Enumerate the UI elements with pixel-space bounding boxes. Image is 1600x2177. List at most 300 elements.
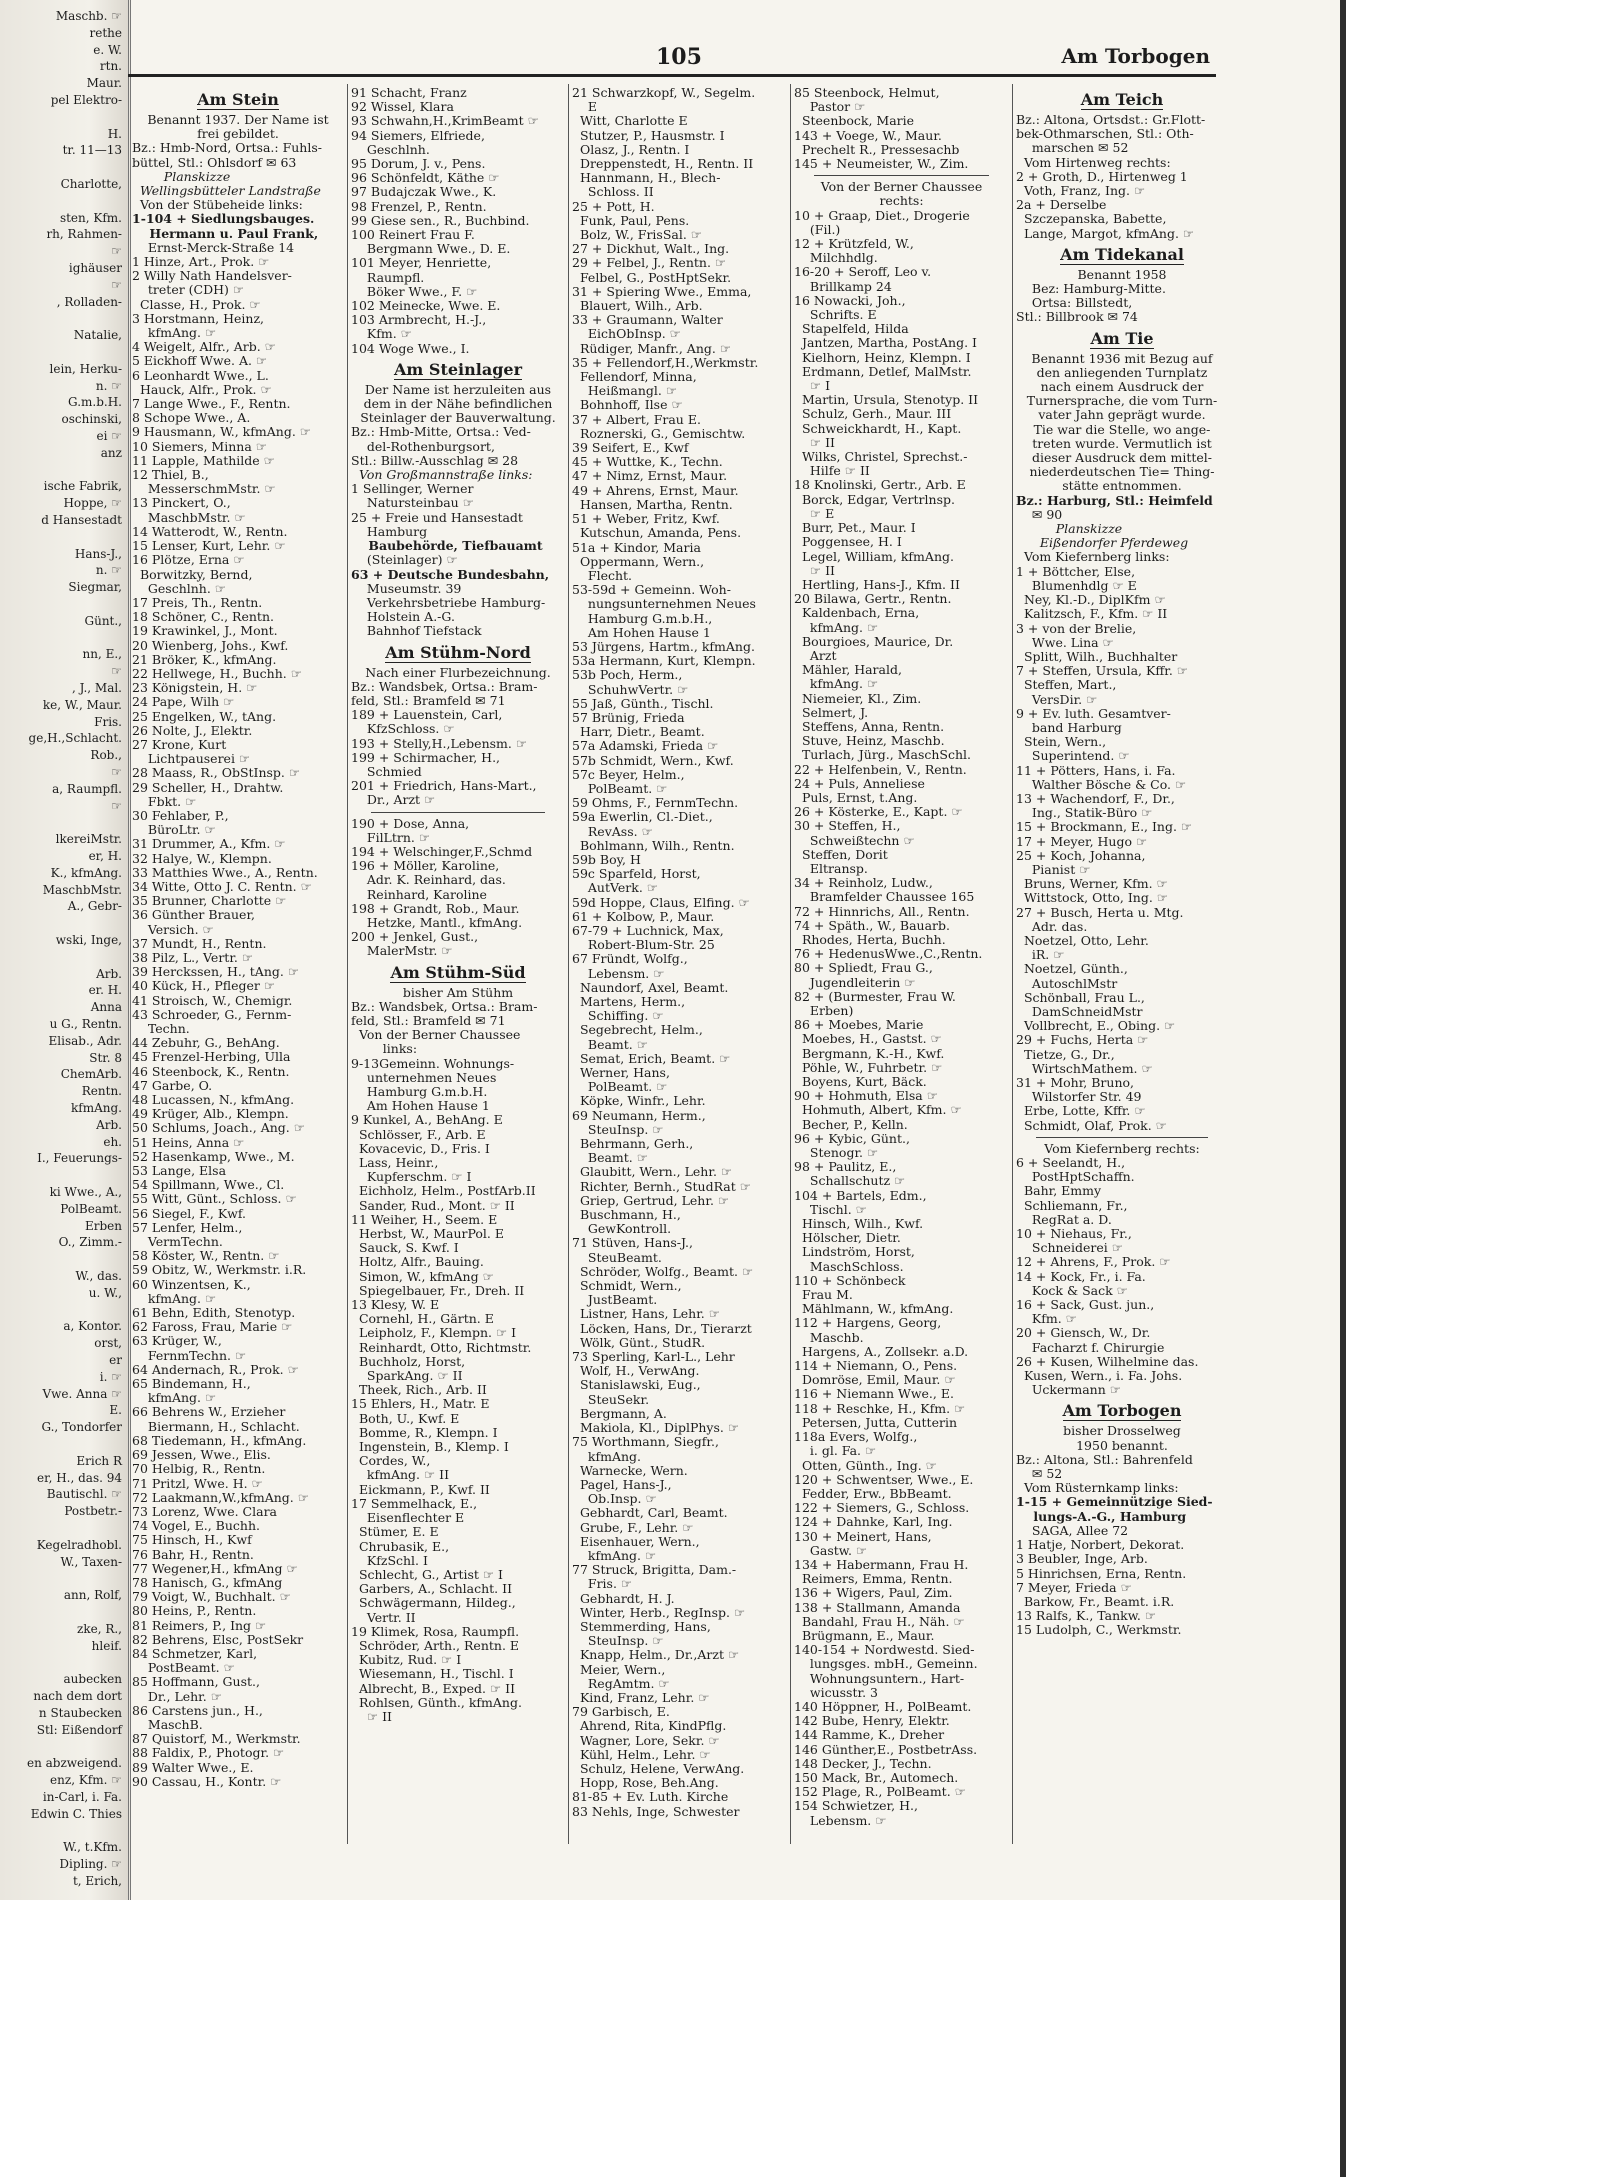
directory-entry: 9-13Gemeinn. Wohnungs- bbox=[351, 1055, 515, 1071]
margin-text-line: Str. 8 bbox=[89, 1050, 122, 1065]
directory-entry: Barkow, Fr., Beamt. i.R. bbox=[1016, 1593, 1175, 1609]
directory-column-4 bbox=[794, 86, 1009, 1828]
directory-entry: RevAss. ☞ bbox=[572, 823, 653, 839]
directory-entry: Bz.: Hmb-Mitte, Ortsa.: Ved- bbox=[351, 424, 531, 440]
directory-entry: Baubehörde, Tiefbauamt bbox=[351, 538, 543, 554]
directory-entry: Schmidt, Olaf, Prok. ☞ bbox=[1016, 1117, 1167, 1133]
margin-text-line: in-Carl, i. Fa. bbox=[42, 1789, 122, 1804]
street-title-text: Am Torbogen bbox=[1062, 1401, 1182, 1421]
directory-entry: 196 + Möller, Karoline, bbox=[351, 858, 500, 874]
directory-entry: Schliemann, Fr., bbox=[1016, 1197, 1128, 1213]
column-divider bbox=[790, 84, 791, 1844]
directory-entry: 54 Spillmann, Wwe., Cl. bbox=[132, 1177, 285, 1193]
directory-entry: Versich. ☞ bbox=[132, 921, 214, 937]
directory-entry: Natursteinbau ☞ bbox=[351, 495, 474, 511]
directory-entry: Schneiderei ☞ bbox=[1016, 1240, 1123, 1256]
directory-entry: Classe, H., Prok. ☞ bbox=[132, 296, 261, 312]
directory-entry: Beamt. ☞ bbox=[572, 1036, 648, 1052]
directory-entry: 152 Plage, R., PolBeamt. ☞ bbox=[794, 1784, 966, 1800]
margin-text-line: E. bbox=[109, 1403, 122, 1418]
directory-column-1 bbox=[132, 86, 344, 1789]
directory-entry: 75 Hinsch, H., Kwf bbox=[132, 1532, 252, 1548]
directory-entry: 1 Hatje, Norbert, Dekorat. bbox=[1016, 1537, 1185, 1553]
directory-entry: Köpke, Winfr., Lehr. bbox=[572, 1093, 706, 1109]
directory-entry: marschen ✉ 52 bbox=[1016, 140, 1129, 156]
directory-entry: PostHptSchaffn. bbox=[1016, 1169, 1135, 1185]
directory-entry: Noetzel, Günth., bbox=[1016, 961, 1128, 977]
margin-text-line: K., kfmAng. bbox=[50, 865, 122, 880]
directory-entry: 63 + Deutsche Bundesbahn, bbox=[351, 566, 550, 582]
street-title-text: Am Tidekanal bbox=[1060, 244, 1184, 264]
margin-text-line: wski, Inge, bbox=[55, 933, 122, 947]
margin-text-line: i. ☞ bbox=[99, 1369, 122, 1384]
directory-entry: Brügmann, E., Maur. bbox=[794, 1627, 935, 1643]
directory-entry: RegAmtm. ☞ bbox=[572, 1675, 670, 1691]
directory-entry: 140-154 + Nordwestd. Sied- bbox=[794, 1642, 975, 1658]
directory-entry: 16 Nowacki, Joh., bbox=[794, 292, 906, 308]
directory-entry: 29 + Felbel, J., Rentn. ☞ bbox=[572, 255, 727, 271]
directory-entry: 86 + Moebes, Marie bbox=[794, 1017, 924, 1033]
directory-entry: Stl.: Billbrook ✉ 74 bbox=[1016, 309, 1138, 325]
street-title-text: Am Stühm-Süd bbox=[390, 962, 526, 982]
margin-text-line: ighäuser bbox=[68, 261, 122, 275]
margin-text-line: Elisab., Adr. bbox=[48, 1033, 122, 1048]
directory-entry: Petersen, Jutta, Cutterin bbox=[794, 1414, 957, 1430]
directory-entry: 49 + Ahrens, Ernst, Maur. bbox=[572, 482, 739, 498]
directory-entry: MalerMstr. ☞ bbox=[351, 943, 453, 959]
directory-entry: 15 + Brockmann, E., Ing. ☞ bbox=[1016, 819, 1193, 835]
street-note: 1950 benannt. bbox=[1076, 1437, 1168, 1453]
street-title-text: Am Steinlager bbox=[394, 359, 522, 379]
street-title-text: Am Tie bbox=[1090, 328, 1154, 348]
directory-entry: Holstein A.-G. bbox=[351, 609, 455, 625]
directory-entry: 25 + Koch, Johanna, bbox=[1016, 847, 1146, 863]
directory-entry: 74 Vogel, E., Buchh. bbox=[132, 1518, 260, 1534]
directory-entry: Rüdiger, Manfr., Ang. ☞ bbox=[572, 340, 732, 356]
directory-entry: 20 Bilawa, Gertr., Rentn. bbox=[794, 591, 952, 607]
directory-entry: Am Hohen Hause 1 bbox=[351, 1098, 490, 1114]
margin-text-line: Natalie, bbox=[73, 328, 122, 343]
directory-entry: Legel, William, kfmAng. bbox=[794, 548, 954, 564]
directory-entry: Ernst-Merck-Straße 14 bbox=[132, 239, 295, 255]
directory-entry: Makiola, Kl., DiplPhys. ☞ bbox=[572, 1420, 740, 1436]
directory-entry: Mähler, Harald, bbox=[794, 662, 902, 678]
street-note: Benannt 1936 mit Bezug auf bbox=[1031, 350, 1213, 366]
directory-entry: Wittstock, Otto, Ing. ☞ bbox=[1016, 890, 1169, 906]
directory-entry: 45 + Wuttke, K., Techn. bbox=[572, 454, 723, 470]
directory-entry: Tietze, G., Dr., bbox=[1016, 1046, 1115, 1062]
directory-entry: 93 Schwahn,H.,KrimBeamt ☞ bbox=[351, 113, 539, 129]
directory-entry: Hargens, A., Zollsekr. a.D. bbox=[794, 1343, 969, 1359]
margin-text-line: n. ☞ bbox=[95, 378, 122, 393]
directory-entry: Planskizze bbox=[132, 168, 231, 184]
directory-entry: ☞ II bbox=[351, 1708, 392, 1724]
directory-entry: 25 + Pott, H. bbox=[572, 198, 655, 214]
margin-text-line: I., Feuerungs- bbox=[37, 1151, 122, 1166]
street-title bbox=[1016, 89, 1228, 111]
directory-entry: Planskizze bbox=[1016, 521, 1123, 537]
directory-entry: Eisenflechter E bbox=[351, 1510, 465, 1526]
directory-entry: Hauck, Alfr., Prok. ☞ bbox=[132, 381, 272, 397]
directory-entry: JustBeamt. bbox=[572, 1292, 658, 1308]
directory-entry: 15 Ludolph, C., Werkmstr. bbox=[1016, 1622, 1182, 1638]
directory-entry: Pöhle, W., Fuhrbetr. ☞ bbox=[794, 1059, 943, 1075]
directory-entry: ☞ II bbox=[794, 562, 835, 578]
directory-entry: Steffen, Mart., bbox=[1016, 677, 1117, 693]
directory-entry: 83 Nehls, Inge, Schwester bbox=[572, 1803, 740, 1819]
margin-text-line: Bautischl. ☞ bbox=[46, 1487, 122, 1502]
directory-entry: Stuve, Heinz, Maschb. bbox=[794, 733, 945, 749]
directory-entry: Steffen, Dorit bbox=[794, 846, 888, 862]
directory-entry: Schwägermann, Hildeg., bbox=[351, 1595, 516, 1611]
directory-entry: Bez: Hamburg-Mitte. bbox=[1016, 281, 1166, 297]
directory-entry: 31 + Spiering Wwe., Emma, bbox=[572, 283, 752, 299]
directory-entry: Kutschun, Amanda, Pens. bbox=[572, 525, 742, 541]
directory-entry: 81 Reimers, P., Ing ☞ bbox=[132, 1617, 267, 1633]
directory-entry: Eißendorfer Pferdeweg bbox=[1016, 535, 1189, 551]
directory-entry: i. gl. Fa. ☞ bbox=[794, 1443, 877, 1459]
directory-entry: 68 Tiedemann, H., kfmAng. bbox=[132, 1432, 307, 1448]
directory-entry: kfmAng. ☞ bbox=[132, 325, 217, 341]
margin-text-line: Hoppe, ☞ bbox=[63, 496, 122, 511]
directory-entry: Maschb. bbox=[794, 1329, 864, 1345]
directory-entry: Wilks, Christel, Sprechst.- bbox=[794, 449, 968, 465]
margin-text-line: Fris. bbox=[94, 714, 122, 729]
directory-entry: Ahrend, Rita, KindPflg. bbox=[572, 1718, 727, 1734]
directory-entry: PolBeamt. ☞ bbox=[572, 780, 668, 796]
directory-entry: Hermann u. Paul Frank, bbox=[132, 225, 319, 241]
directory-entry: Harr, Dietr., Beamt. bbox=[572, 724, 705, 740]
directory-entry: feld, Stl.: Bramfeld ✉ 71 bbox=[351, 692, 506, 708]
directory-entry: 130 + Meinert, Hans, bbox=[794, 1528, 932, 1544]
section-rule bbox=[1036, 1137, 1208, 1138]
directory-entry: links: bbox=[351, 1041, 418, 1057]
directory-entry: 65 Bindemann, H., bbox=[132, 1376, 251, 1392]
street-note: rechts: bbox=[879, 193, 924, 209]
directory-entry: Martin, Ursula, Stenotyp. II bbox=[794, 392, 979, 408]
directory-entry: Techn. bbox=[132, 1021, 190, 1036]
directory-entry: 148 Decker, J., Techn. bbox=[794, 1755, 932, 1771]
directory-entry: 58 Köster, W., Rentn. ☞ bbox=[132, 1248, 280, 1264]
directory-entry: MaschSchloss. bbox=[794, 1258, 904, 1274]
directory-column-2 bbox=[351, 86, 565, 1724]
directory-entry: 26 + Kusen, Wilhelmine das. bbox=[1016, 1353, 1199, 1369]
directory-entry: Ney, Kl.-D., DiplKfm ☞ bbox=[1016, 592, 1166, 608]
directory-entry: Stanislawski, Eug., bbox=[572, 1377, 701, 1393]
directory-entry: 92 Wissel, Klara bbox=[351, 99, 454, 115]
directory-entry: 7 + Steffen, Ursula, Kffr. ☞ bbox=[1016, 663, 1188, 679]
directory-entry: MesserschmMstr. ☞ bbox=[132, 481, 276, 497]
directory-entry: Fris. ☞ bbox=[572, 1576, 633, 1592]
directory-entry: Bohlmann, Wilh., Rentn. bbox=[572, 837, 735, 853]
directory-entry: Ob.Insp. ☞ bbox=[572, 1491, 657, 1507]
directory-entry: Schmied bbox=[351, 763, 422, 779]
directory-entry: Bramfelder Chaussee 165 bbox=[794, 889, 975, 905]
directory-entry: 154 Schwietzer, H., bbox=[794, 1798, 918, 1814]
directory-entry: iR. ☞ bbox=[1016, 947, 1065, 963]
directory-entry: Schrifts. E bbox=[794, 307, 877, 323]
margin-text-line: lkereiMstr. bbox=[55, 832, 122, 847]
directory-entry: Kupferschm. ☞ I bbox=[351, 1169, 472, 1185]
directory-entry: 193 + Stelly,H.,Lebensm. ☞ bbox=[351, 735, 528, 751]
street-section bbox=[351, 359, 565, 639]
directory-entry: Heißmangl. ☞ bbox=[572, 383, 678, 399]
directory-entry: 95 Dorum, J. v., Pens. bbox=[351, 156, 486, 172]
margin-text-line: Erben bbox=[84, 1218, 122, 1233]
margin-text-line: ge,H.,Schlacht. bbox=[28, 731, 122, 746]
directory-entry: Hopp, Rose, Beh.Ang. bbox=[572, 1775, 719, 1791]
directory-entry: 7 Meyer, Frieda ☞ bbox=[1016, 1579, 1132, 1595]
street-note: Steinlager der Bauverwaltung. bbox=[360, 410, 556, 426]
directory-entry: 120 + Schwentser, Wwe., E. bbox=[794, 1471, 974, 1487]
margin-text-line: a, Raumpfl. bbox=[52, 781, 122, 796]
directory-entry: 21 Schwarzkopf, W., Segelm. bbox=[572, 85, 756, 100]
directory-entry: FernmTechn. ☞ bbox=[132, 1347, 247, 1363]
directory-entry: 23 Königstein, H. ☞ bbox=[132, 680, 258, 696]
directory-entry: 198 + Grandt, Rob., Maur. bbox=[351, 900, 520, 916]
directory-entry: Splitt, Wilh., Buchhalter bbox=[1016, 648, 1178, 664]
directory-entry: MaschB. bbox=[132, 1716, 203, 1732]
directory-entry: Pianist ☞ bbox=[1016, 861, 1091, 877]
directory-entry: Stemmerding, Hans, bbox=[572, 1618, 711, 1634]
directory-entry: ☞ E bbox=[794, 505, 835, 521]
margin-text-line: , Rolladen- bbox=[56, 294, 122, 309]
directory-entry: 138 + Stallmann, Amanda bbox=[794, 1599, 961, 1615]
directory-entry: 33 + Graumann, Walter bbox=[572, 312, 723, 328]
directory-entry: 1 + Böttcher, Else, bbox=[1016, 563, 1136, 579]
directory-entry: 104 + Bartels, Edm., bbox=[794, 1187, 927, 1203]
directory-entry: 27 Krone, Kurt bbox=[132, 736, 227, 752]
margin-text-line: pel Elektro- bbox=[50, 93, 122, 107]
directory-entry: 13 + Wachendorf, F., Dr., bbox=[1016, 790, 1175, 806]
directory-entry: Buschmann, H., bbox=[572, 1207, 681, 1223]
directory-entry: 22 + Helfenbein, V., Rentn. bbox=[794, 761, 967, 777]
street-note: Tie war die Stelle, wo ange- bbox=[1033, 421, 1211, 437]
directory-entry: 94 Siemers, Elfriede, bbox=[351, 127, 485, 143]
directory-entry: 41 Stroisch, W., Chemigr. bbox=[132, 992, 293, 1008]
directory-entry: 142 Bube, Henry, Elektr. bbox=[794, 1713, 950, 1729]
directory-entry: Uckermann ☞ bbox=[1016, 1382, 1121, 1398]
directory-entry: Hamburg G.m.b.H. bbox=[351, 1084, 488, 1099]
directory-entry: Puls, Ernst, t.Ang. bbox=[794, 789, 918, 805]
directory-entry: Behrmann, Gerh., bbox=[572, 1136, 694, 1152]
directory-entry: 47 + Nimz, Ernst, Maur. bbox=[572, 468, 728, 484]
directory-entry: Adr. K. Reinhard, das. bbox=[351, 872, 506, 888]
directory-entry: 39 Seifert, E., Kwf bbox=[572, 440, 689, 456]
directory-entry: Gebhardt, Carl, Beamt. bbox=[572, 1505, 728, 1521]
margin-text-line: ☞ bbox=[111, 798, 122, 813]
directory-entry: 134 + Habermann, Frau H. bbox=[794, 1556, 969, 1572]
directory-entry: Kubitz, Rud. ☞ I bbox=[351, 1652, 462, 1668]
directory-column-5 bbox=[1016, 86, 1228, 1638]
directory-entry: Frau M. bbox=[794, 1287, 853, 1303]
directory-entry: 101 Meyer, Henriette, bbox=[351, 255, 492, 271]
street-note: treten wurde. Vermutlich ist bbox=[1032, 435, 1212, 451]
directory-entry: 66 Behrens W., Erzieher bbox=[132, 1404, 286, 1420]
directory-entry: 74 + Späth., W., Bauarb. bbox=[794, 917, 951, 933]
directory-entry: 8 Schope Wwe., A. bbox=[132, 410, 251, 426]
directory-entry: Kfm. ☞ bbox=[1016, 1311, 1077, 1327]
directory-entry: 47 Garbe, O. bbox=[132, 1077, 213, 1093]
directory-entry: 35 + Fellendorf,H.,Werkmstr. bbox=[572, 354, 759, 370]
directory-entry: 14 + Kock, Fr., i. Fa. bbox=[1016, 1268, 1146, 1284]
margin-text-line: ☞ bbox=[111, 277, 122, 292]
margin-text-line: orst, bbox=[94, 1336, 122, 1351]
directory-entry: 112 + Hargens, Georg, bbox=[794, 1315, 942, 1331]
directory-entry: Stl.: Billw.-Ausschlag ✉ 28 bbox=[351, 452, 519, 468]
street-title bbox=[1016, 244, 1228, 266]
directory-entry: ✉ 52 bbox=[1016, 1466, 1063, 1482]
street-title bbox=[351, 962, 565, 984]
directory-entry: 114 + Niemann, O., Pens. bbox=[794, 1358, 958, 1374]
margin-text-line: er, H. bbox=[88, 849, 122, 863]
directory-entry: 55 Witt, Günt., Schloss. ☞ bbox=[132, 1191, 297, 1207]
directory-entry: 103 Armbrecht, H.-J., bbox=[351, 312, 487, 328]
street-title bbox=[132, 89, 344, 111]
left-page-margin bbox=[0, 0, 131, 1900]
margin-text-line: Postbetr.- bbox=[64, 1504, 122, 1519]
directory-entry: Hetzke, Mantl., kfmAng. bbox=[351, 914, 523, 930]
margin-text-line: er bbox=[109, 1353, 122, 1367]
directory-entry: Olasz, J., Rentn. I bbox=[572, 141, 690, 157]
directory-entry: Ing., Statik-Büro ☞ bbox=[1016, 805, 1153, 821]
directory-entry: 53a Hermann, Kurt, Klempn. bbox=[572, 653, 756, 669]
directory-entry: Hilfe ☞ II bbox=[794, 463, 870, 479]
directory-entry: Robert-Blum-Str. 25 bbox=[572, 937, 715, 953]
directory-entry: 96 + Kybic, Günt., bbox=[794, 1130, 910, 1146]
column-divider bbox=[1012, 84, 1013, 1844]
directory-entry: 26 Nolte, J., Elektr. bbox=[132, 722, 253, 738]
page-number: 105 bbox=[656, 44, 702, 70]
directory-entry: 98 + Paulitz, E., bbox=[794, 1159, 897, 1175]
directory-entry: Lass, Heinr., bbox=[351, 1155, 439, 1171]
directory-entry: Poggensee, H. I bbox=[794, 534, 902, 550]
directory-entry: 51 Heins, Anna ☞ bbox=[132, 1134, 245, 1150]
directory-entry: AutoschlMstr bbox=[1016, 975, 1118, 991]
directory-entry: 76 Bahr, H., Rentn. bbox=[132, 1546, 254, 1562]
directory-entry: Rohlsen, Günth., kfmAng. bbox=[351, 1694, 522, 1710]
directory-entry: VersDir. ☞ bbox=[1016, 691, 1098, 707]
directory-entry: 40 Kück, H., Pfleger ☞ bbox=[132, 978, 276, 994]
directory-entry: 35 Brunner, Charlotte ☞ bbox=[132, 893, 287, 909]
directory-entry: 53 Jürgens, Hartm., kfmAng. bbox=[572, 638, 755, 654]
directory-entry: 28 Maass, R., ObStInsp. ☞ bbox=[132, 765, 301, 781]
margin-text-line: Dipling. ☞ bbox=[59, 1857, 122, 1871]
directory-entry: 63 Krüger, W., bbox=[132, 1333, 222, 1349]
directory-entry: 20 + Giensch, W., Dr. bbox=[1016, 1325, 1151, 1341]
directory-entry: Facharzt f. Chirurgie bbox=[1016, 1339, 1165, 1355]
margin-text-line: Kegelradhobl. bbox=[36, 1537, 122, 1552]
directory-entry: 69 Jessen, Wwe., Elis. bbox=[132, 1447, 271, 1463]
directory-entry: Brillkamp 24 bbox=[794, 278, 892, 294]
street-note: Der Name ist herzuleiten aus bbox=[364, 381, 552, 397]
margin-text-line: W., Taxen- bbox=[60, 1554, 122, 1569]
directory-entry: Lebensm. ☞ bbox=[794, 1812, 887, 1828]
margin-text-line: er. H. bbox=[88, 983, 122, 998]
directory-entry: Hölscher, Dietr. bbox=[794, 1230, 901, 1246]
directory-entry: 48 Lucassen, N., kfmAng. bbox=[132, 1092, 295, 1108]
directory-entry: Buchholz, Horst, bbox=[351, 1353, 466, 1369]
directory-entry: KfzSchl. I bbox=[351, 1552, 428, 1568]
directory-entry: kfmAng. bbox=[572, 1448, 642, 1464]
directory-entry: 21 Bröker, K., kfmAng. bbox=[132, 651, 277, 667]
directory-entry: Kovacevic, D., Fris. I bbox=[351, 1140, 490, 1156]
directory-entry: Meier, Wern., bbox=[572, 1661, 666, 1677]
directory-entry: SteuSekr. bbox=[572, 1391, 650, 1407]
directory-entry: Bz.: Harburg, Stl.: Heimfeld bbox=[1016, 492, 1213, 508]
directory-entry: Beamt. ☞ bbox=[572, 1150, 648, 1166]
directory-entry: SteuInsp. ☞ bbox=[572, 1633, 664, 1649]
street-note: den anliegenden Turnplatz bbox=[1036, 364, 1208, 380]
directory-entry: Funk, Paul, Pens. bbox=[572, 212, 690, 228]
directory-entry: 136 + Wigers, Paul, Zim. bbox=[794, 1585, 953, 1601]
directory-entry: Schröder, Arth., Rentn. E bbox=[351, 1637, 520, 1653]
directory-entry: 51a + Kindor, Maria bbox=[572, 539, 701, 555]
directory-entry: Wilstorfer Str. 49 bbox=[1016, 1089, 1142, 1105]
directory-entry: Lindström, Horst, bbox=[794, 1244, 915, 1260]
directory-entry: VermTechn. bbox=[132, 1234, 223, 1250]
directory-entry: 200 + Jenkel, Gust., bbox=[351, 929, 479, 945]
directory-entry: 97 Budajczak Wwe., K. bbox=[351, 184, 497, 200]
directory-entry: Vom Hirtenweg rechts: bbox=[1016, 154, 1171, 170]
directory-entry: Schulz, Gerh., Maur. III bbox=[794, 406, 952, 422]
directory-entry: DamSchneidMstr bbox=[1016, 1003, 1143, 1019]
directory-entry: Am Hohen Hause 1 bbox=[572, 624, 711, 640]
directory-entry: Felbel, G., PostHptSekr. bbox=[572, 269, 732, 285]
directory-entry: Arzt bbox=[794, 647, 837, 663]
directory-entry: GewKontroll. bbox=[572, 1221, 672, 1237]
margin-text-line: hleif. bbox=[91, 1638, 122, 1653]
directory-entry: Kusen, Wern., i. Fa. Johs. bbox=[1016, 1368, 1183, 1384]
directory-entry: Bahnhof Tiefstack bbox=[351, 623, 482, 639]
directory-entry: 13 Ralfs, K., Tankw. ☞ bbox=[1016, 1608, 1157, 1624]
directory-entry: 77 Wegener,H., kfmAng ☞ bbox=[132, 1560, 298, 1576]
directory-entry: 57c Beyer, Helm., bbox=[572, 766, 685, 782]
directory-entry: 6 + Seelandt, H., bbox=[1016, 1155, 1126, 1171]
directory-entry: Witt, Charlotte E bbox=[572, 113, 688, 129]
directory-entry: 53b Poch, Herm., bbox=[572, 667, 683, 683]
directory-entry: Schlecht, G., Artist ☞ I bbox=[351, 1566, 503, 1582]
directory-entry: ☞ II bbox=[794, 434, 835, 450]
directory-entry: Schweickhardt, H., Kapt. bbox=[794, 420, 962, 436]
margin-text-line: d Hansestadt bbox=[41, 513, 122, 527]
margin-text-line: ☞ bbox=[111, 664, 122, 679]
directory-entry: Cornehl, H., Gärtn. E bbox=[351, 1311, 494, 1327]
directory-entry: 96 Schönfeldt, Käthe ☞ bbox=[351, 170, 500, 186]
directory-entry: büttel, Stl.: Ohlsdorf ✉ 63 bbox=[132, 154, 297, 170]
directory-entry: 18 Schöner, C., Rentn. bbox=[132, 609, 274, 625]
directory-entry: Roznerski, G., Gemischtw. bbox=[572, 425, 746, 441]
directory-entry: 86 Carstens jun., H., bbox=[132, 1702, 263, 1718]
directory-entry: Rhodes, Herta, Buchh. bbox=[794, 931, 946, 947]
directory-entry: 60 Winzentsen, K., bbox=[132, 1276, 251, 1292]
directory-entry: Biermann, H., Schlacht. bbox=[132, 1418, 300, 1434]
directory-entry: Mählmann, W., kfmAng. bbox=[794, 1301, 954, 1317]
directory-entry: 17 + Meyer, Hugo ☞ bbox=[1016, 833, 1148, 849]
directory-entry: Naundorf, Axel, Beamt. bbox=[572, 979, 729, 995]
street-title bbox=[351, 642, 565, 664]
directory-entry: Knapp, Helm., Dr.,Arzt ☞ bbox=[572, 1647, 740, 1663]
directory-entry: Erdmann, Detlef, MalMstr. bbox=[794, 363, 972, 379]
directory-entry: 31 + Mohr, Bruno, bbox=[1016, 1075, 1135, 1090]
directory-entry: kfmAng. ☞ II bbox=[351, 1467, 450, 1483]
margin-text-line: kfmAng. bbox=[71, 1101, 122, 1115]
directory-entry: 11 + Pötters, Hans, i. Fa. bbox=[1016, 762, 1176, 778]
directory-entry: 140 Höppner, H., PolBeamt. bbox=[794, 1698, 972, 1714]
street-title bbox=[351, 359, 565, 381]
directory-entry: 99 Giese sen., R., Buchbind. bbox=[351, 212, 530, 228]
margin-text-line: Charlotte, bbox=[60, 177, 122, 191]
